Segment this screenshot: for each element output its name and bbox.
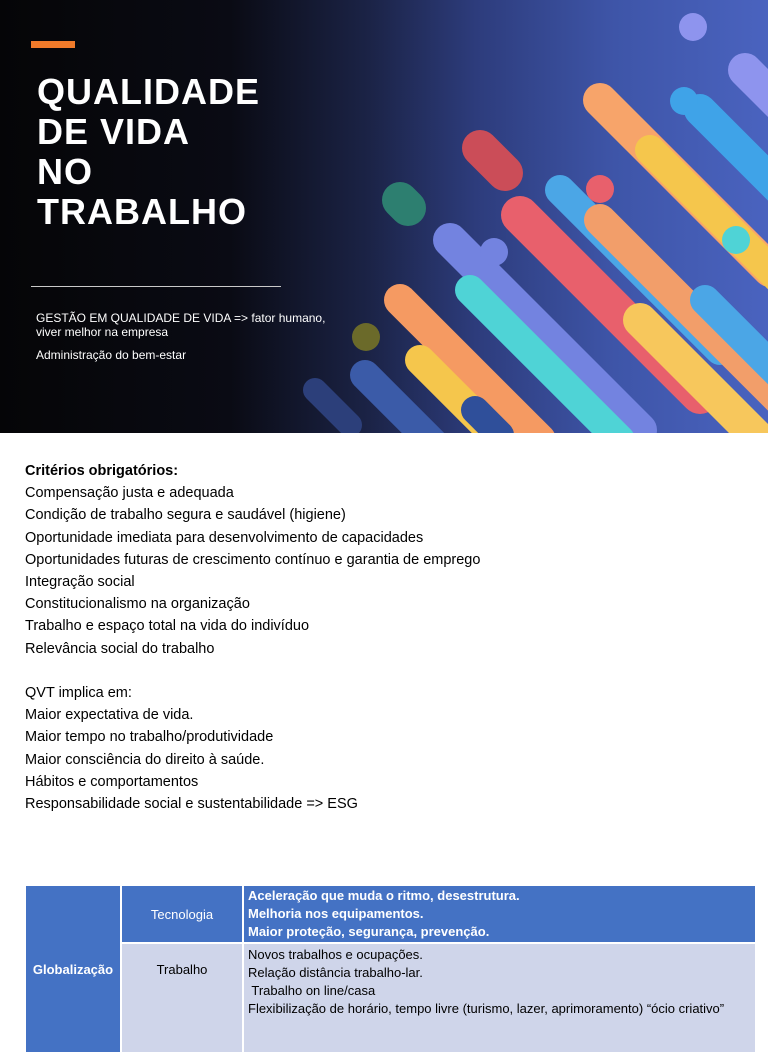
body-text: [25, 460, 745, 815]
row-label-technology: Tecnologia: [121, 885, 243, 943]
table-line: Novos trabalhos e ocupações.: [248, 947, 423, 962]
list-item: Maior tempo no trabalho/produtividade: [25, 729, 274, 746]
page-title: QUALIDADE DE VIDA NO TRABALHO: [37, 71, 260, 232]
table-line: Melhoria nos equipamentos.: [248, 906, 424, 921]
list-item: Relevância social do trabalho: [25, 640, 215, 657]
accent-bar: [31, 41, 75, 48]
table-line: Relação distância trabalho-lar.: [248, 965, 423, 980]
list-item: Condição de trabalho segura e saudável (higiene): [25, 507, 346, 524]
subtitle-secondary: Administração do bem-estar: [36, 348, 187, 362]
list-item: Integração social: [25, 574, 135, 591]
row-header-globalization: Globalização: [25, 885, 121, 1053]
list-item: Trabalho e espaço total na vida do indivíduo: [25, 618, 310, 635]
list-item: Responsabilidade social e sustentabilidade => ESG: [25, 796, 358, 813]
technology-description: [243, 885, 756, 943]
subtitle: GESTÃO EM QUALIDADE DE VIDA => fator humano, viver melhor na empresa: [36, 311, 326, 339]
list-item: Maior consciência do direito à saúde.: [25, 751, 265, 768]
table-line: Maior proteção, segurança, prevenção.: [248, 924, 490, 939]
work-description: [243, 943, 756, 1053]
qvt-heading: QVT implica em:: [25, 685, 132, 702]
table-line: Trabalho on line/casa: [248, 983, 376, 998]
table-line: Flexibilização de horário, tempo livre (turismo, lazer, aprimoramento) “ócio criativo”: [248, 1001, 725, 1016]
list-item: Constitucionalismo na organização: [25, 596, 250, 613]
globalization-table: [24, 884, 757, 1054]
list-item: Compensação justa e adequada: [25, 485, 234, 502]
title-divider: [31, 286, 281, 287]
list-item: Oportunidades futuras de crescimento contínuo e garantia de emprego: [25, 551, 481, 568]
table-row: [25, 885, 756, 943]
table-row: [25, 943, 756, 1053]
table-line: Aceleração que muda o ritmo, desestrutura.: [248, 888, 520, 903]
row-label-work: Trabalho: [121, 943, 243, 1053]
title-banner: [0, 0, 768, 433]
list-item: Hábitos e comportamentos: [25, 773, 199, 790]
list-item: Maior expectativa de vida.: [25, 707, 194, 724]
list-item: Oportunidade imediata para desenvolvimento de capacidades: [25, 529, 424, 546]
paragraph-gap: [25, 660, 745, 682]
criteria-heading: Critérios obrigatórios:: [25, 463, 179, 479]
